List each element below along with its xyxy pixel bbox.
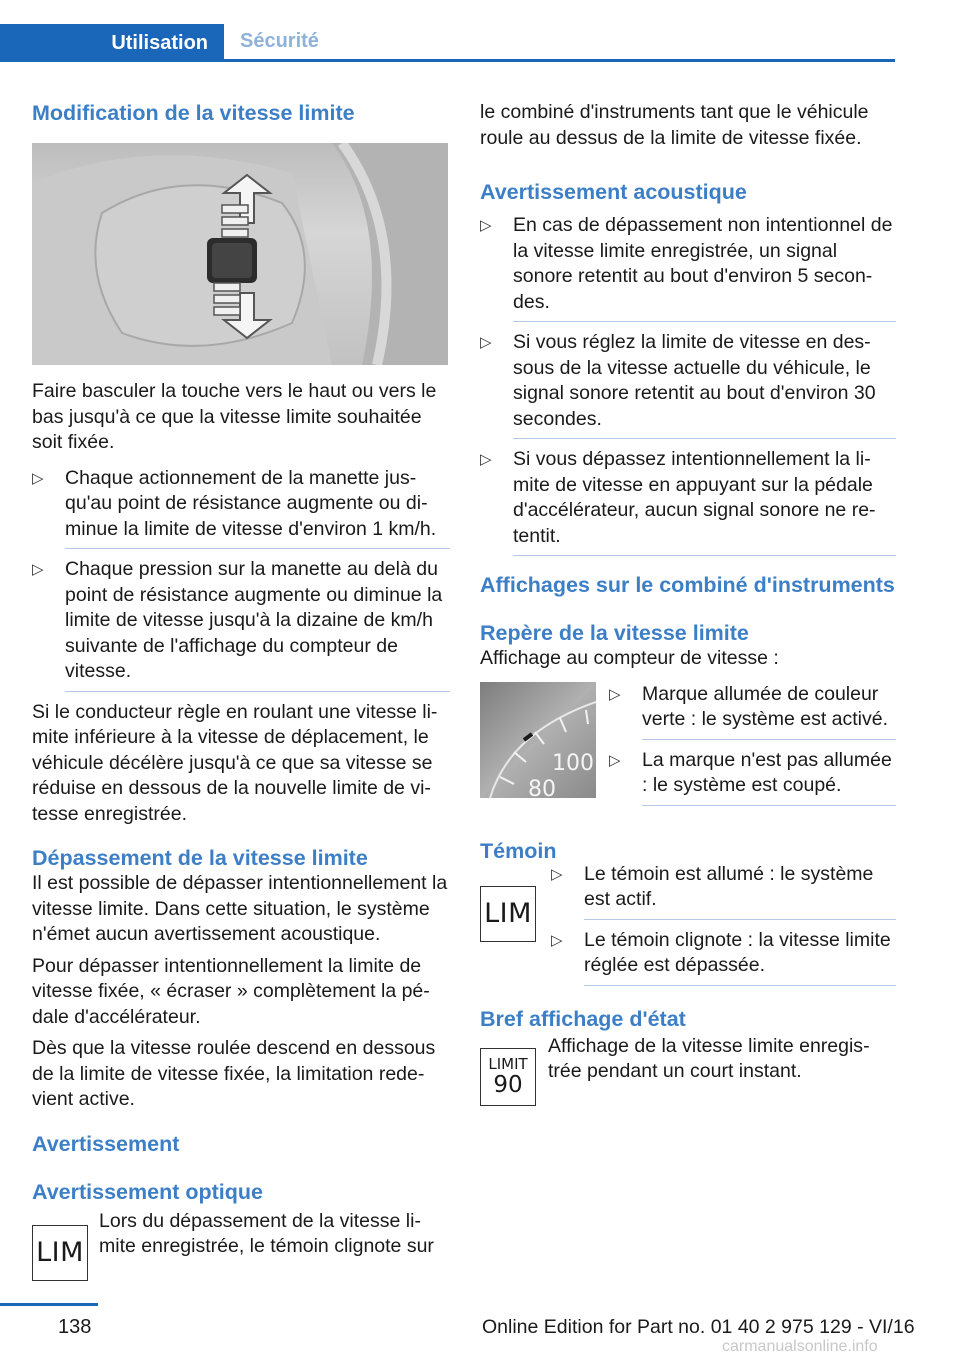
list-acoustique (480, 213, 896, 556)
list-item: ▷ Si vous dépassez intentionnellement la limite de vitesse en appuyant sur la pédale d'accélérateur, aucun signal sonore ne retentit. (480, 447, 896, 556)
heading-modification: Modification de la vitesse limite (32, 101, 355, 125)
lim-warning-icon: LIM (32, 1225, 88, 1281)
bref-row (480, 1034, 896, 1106)
list-item: ▷ Chaque actionnement de la manette jusqu'au point de résistance augmente ou diminue la limite de vitesse d'environ 1 km/h. (32, 466, 450, 550)
tabbar-underline (0, 59, 895, 62)
watermark: carmanualsonline.info (722, 1338, 878, 1355)
heading-temoin: Témoin (480, 838, 557, 863)
list-modification (32, 466, 450, 692)
paragraph-compteur: Affichage au compteur de vitesse : (480, 647, 779, 669)
lim-indicator-icon: LIM (480, 886, 536, 942)
paragraph-basculer: Faire basculer la touche vers le haut ou vers le bas jusqu'à ce que la vitesse limite souhaitée soit fixée. (32, 380, 437, 453)
paragraph-conducteur: Si le conducteur règle en roulant une vitesse limite inférieure à la vitesse de déplacement, le véhicule décélère jusqu'à ce que sa vitesse se réduise en dessous de la nouvelle limite de vitesse enregistrée. (32, 700, 438, 825)
right-column (480, 100, 896, 1106)
paragraph-depassement-1: Il est possible de dépasser intentionnellement la vitesse limite. Dans cette situation, le système n'émet aucun avertissement acoustique. (32, 872, 448, 945)
left-column (32, 100, 450, 1281)
limit-90-icon (480, 1048, 536, 1106)
header-tabbar (0, 24, 895, 62)
limit-icon-value: 90 (493, 1072, 523, 1098)
paragraph-depassement-3: Dès que la vitesse roulée descend en dessous de la limite de vitesse fixée, la limitation redevient active. (32, 1037, 436, 1110)
footer-rule (0, 1303, 98, 1306)
heading-depassement: Dépassement de la vitesse limite (32, 846, 368, 870)
tab-securite[interactable]: Sécurité (240, 30, 319, 52)
list-item: ▷ La marque n'est pas allumée : le système est coupé. (609, 748, 896, 806)
paragraph-optique: Lors du dépassement de la vitesse limite enregistrée, le témoin clignote sur (99, 1209, 434, 1257)
list-item: ▷ Le témoin est allumé : le système est actif. (551, 862, 896, 920)
heading-avertissement-acoustique: Avertissement acoustique (480, 180, 747, 204)
heading-avertissement: Avertissement (32, 1131, 180, 1156)
temoin-row (480, 862, 896, 994)
list-temoin (551, 862, 896, 994)
heading-bref-affichage: Bref affichage d'état (480, 1006, 686, 1031)
list-item: ▷ En cas de dépassement non intentionnel de la vitesse limite enregistrée, un signal sonore retentit au bout d'environ 5 secondes. (480, 213, 896, 322)
tab-utilisation[interactable]: Utilisation (0, 24, 224, 62)
speedo-label-100: 100 (552, 750, 594, 776)
heading-affichages: Affichages sur le combiné d'instruments (480, 573, 895, 597)
paragraph-optique-continued: le combiné d'instruments tant que le véhicule roule au dessus de la limite de vitesse fixée. (480, 101, 869, 149)
repere-row (480, 682, 896, 814)
paragraph-depassement-2: Pour dépasser intentionnellement la limite de vitesse fixée, « écraser » complètement la pédale d'accélérateur. (32, 954, 430, 1028)
optique-row (32, 1209, 450, 1281)
list-repere (609, 682, 896, 814)
list-item: ▷ Chaque pression sur la manette au delà du point de résistance augmente ou diminue la limite de vitesse jusqu'à la dizaine de km/h suivante de l'affichage du compteur de vitesse. (32, 557, 450, 692)
steering-wheel-photo (32, 143, 448, 365)
list-item: ▷ Marque allumée de couleur verte : le système est activé. (609, 682, 896, 740)
heading-avertissement-optique: Avertissement optique (32, 1179, 263, 1204)
list-item: ▷ Le témoin clignote : la vitesse limite réglée est dépassée. (551, 928, 896, 986)
paragraph-bref: Affichage de la vitesse limite enregistrée pendant un court instant. (548, 1034, 870, 1082)
heading-repere: Repère de la vitesse limite (480, 621, 749, 645)
speedometer-icon (480, 682, 596, 798)
list-item: ▷ Si vous réglez la limite de vitesse en dessous de la vitesse actuelle du véhicule, le signal sonore retentit au bout d'environ 30 secondes. (480, 330, 896, 439)
limit-icon-label: LIMIT (488, 1055, 528, 1073)
page-number: 138 (58, 1316, 92, 1338)
speedo-label-80: 80 (528, 776, 556, 798)
edition-text: Online Edition for Part no. 01 40 2 975 129 - VI/16 (482, 1316, 915, 1338)
